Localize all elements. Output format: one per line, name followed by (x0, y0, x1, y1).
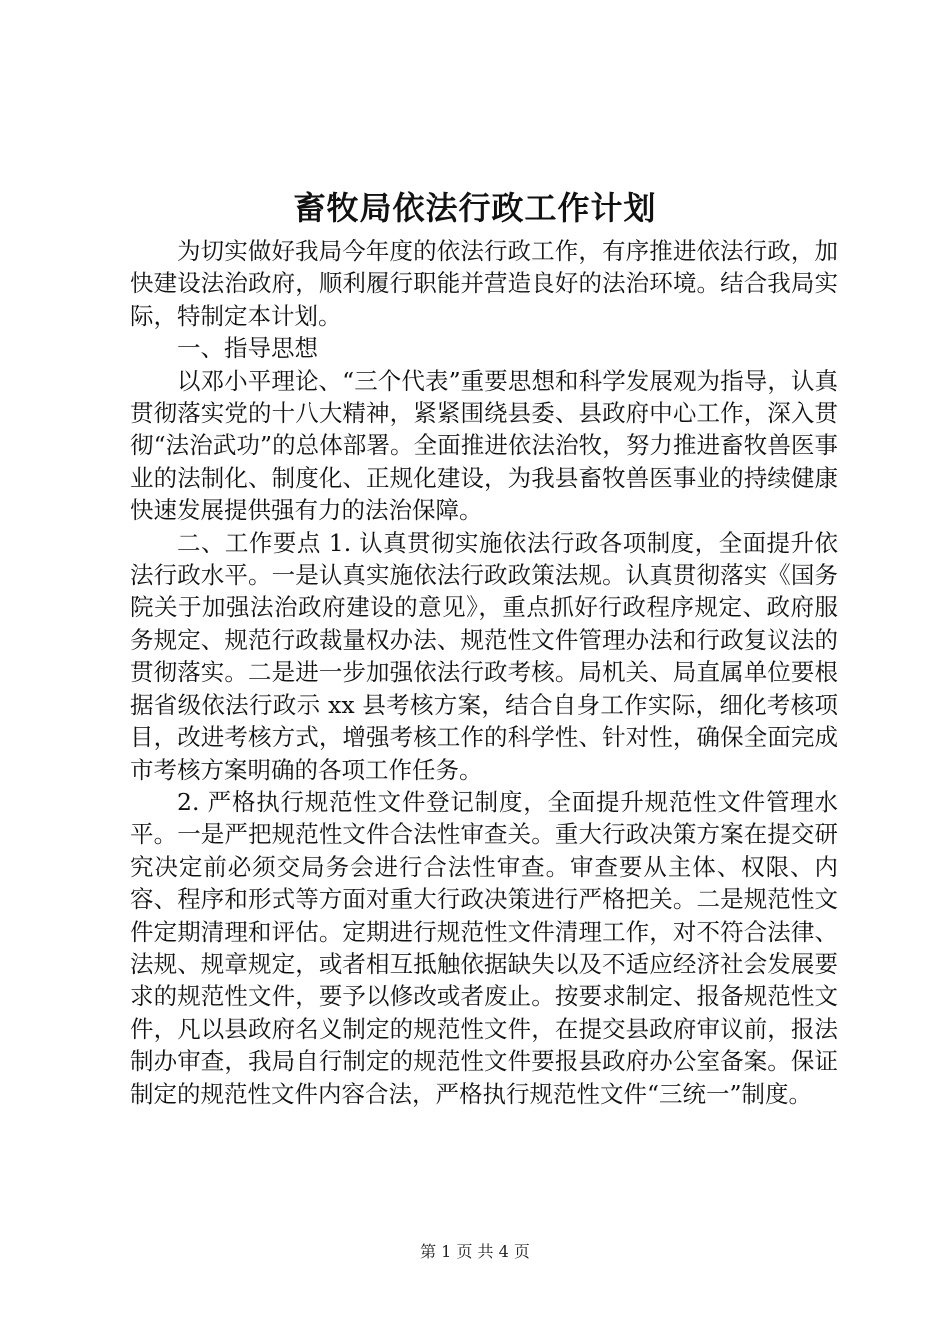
paragraph-guiding-thought: 以邓小平理论、“三个代表”重要思想和科学发展观为指导，认真贯彻落实党的十八大精神，紧紧围绕县委、县政府中心工作，深入贯彻“法治武功”的总体部署。全面推进依法治牧，努力推进畜牧兽医事业的法制化、制度化、正规化建设，为我县畜牧兽医事业的持续健康快速发展提供强有力的法治保障。 (130, 366, 838, 525)
paragraph-work-points-2: 2. 严格执行规范性文件登记制度，全面提升规范性文件管理水平。一是严把规范性文件合法性审查关。重大行政决策方案在提交研究决定前必须交局务会进行合法性审查。审查要从主体、权限、内容、程序和形式等方面对重大行政决策进行严格把关。二是规范性文件定期清理和评估。定期进行规范性文件清理工作，对不符合法律、法规、规章规定，或者相互抵触依据缺失以及不适应经济社会发展要求的规范性文件，要予以修改或者废止。按要求制定、报备规范性文件，凡以县政府名义制定的规范性文件，在提交县政府审议前，报法制办审查，我局自行制定的规范性文件要报县政府办公室备案。保证制定的规范性文件内容合法，严格执行规范性文件“三统一”制度。 (130, 787, 838, 1108)
paragraph-intro: 为切实做好我局今年度的依法行政工作，有序推进依法行政，加快建设法治政府，顺利履行职能并营造良好的法治环境。结合我局实际，特制定本计划。 (130, 237, 838, 330)
document-title: 畜牧局依法行政工作计划 (293, 189, 657, 227)
document-body (130, 235, 838, 1110)
section-heading-guiding-thought: 一、指导思想 (177, 334, 318, 363)
page-footer: 第 1 页 共 4 页 (420, 1242, 530, 1261)
paragraph-work-points-1: 二、工作要点 1. 认真贯彻实施依法行政各项制度，全面提升依法行政水平。一是认真实施依法行政政策法规。认真贯彻落实《国务院关于加强法治政府建设的意见》，重点抓好行政程序规定、政府服务规定、规范行政裁量权办法、规范性文件管理办法和行政复议法的贯彻落实。二是进一步加强依法行政考核。局机关、局直属单位要根据省级依法行政示 xx 县考核方案，结合自身工作实际，细化考核项目，改进考核方式，增强考核工作的科学性、针对性，确保全面完成市考核方案明确的各项工作任务。 (130, 528, 838, 784)
